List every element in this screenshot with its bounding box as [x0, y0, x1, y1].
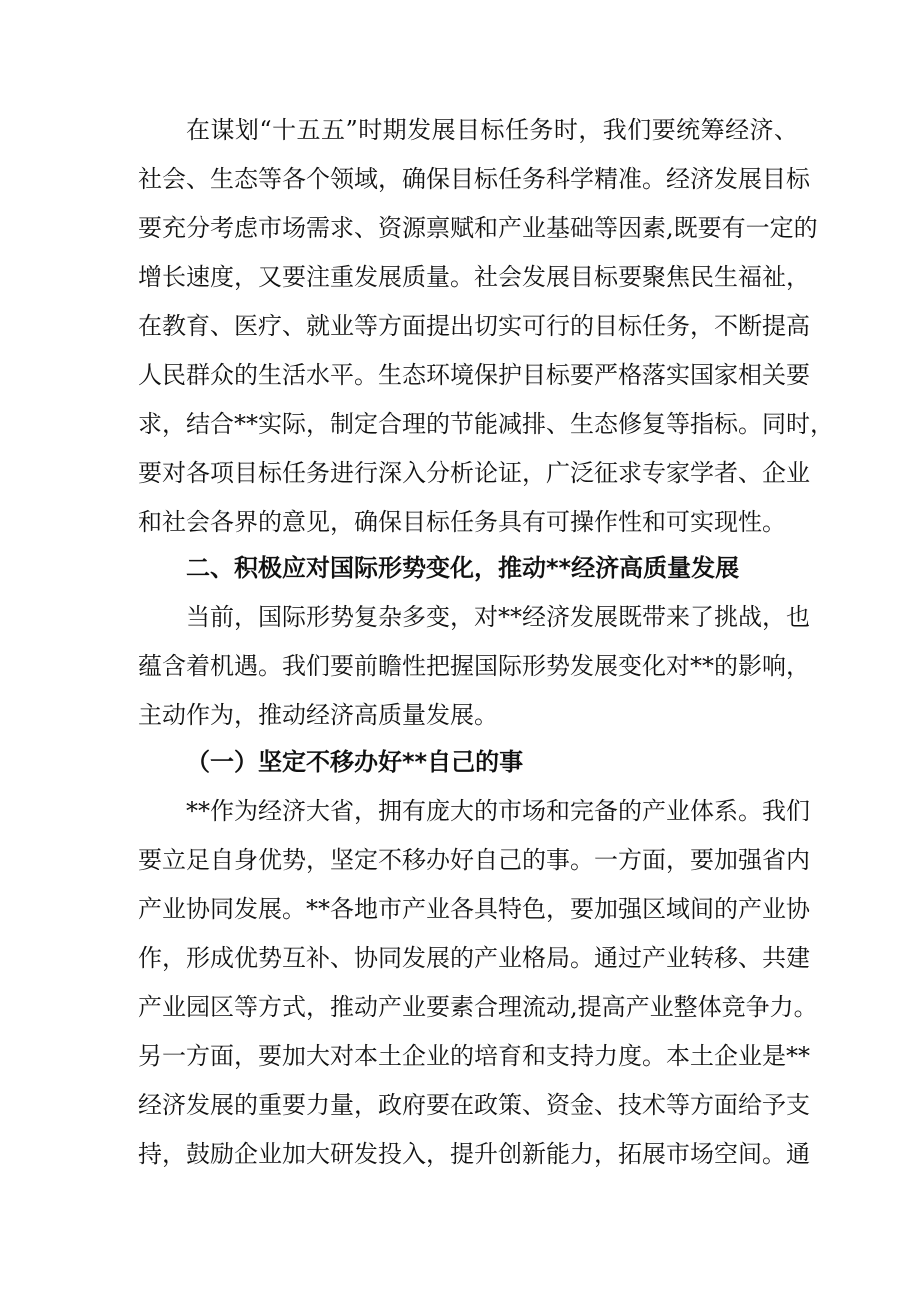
body-text-line: 产业园区等方式，推动产业要素合理流动,提高产业整体竞争力。 [138, 993, 818, 1021]
body-text-line: 人民群众的生活水平。生态环境保护目标要严格落实国家相关要 [138, 361, 810, 389]
body-text-line: 社会、生态等各个领域，确保目标任务科学精准。经济发展目标 [138, 165, 810, 193]
body-text-line: 作，形成优势互补、协同发展的产业格局。通过产业转移、共建 [138, 944, 810, 972]
body-text-line: 经济发展的重要力量，政府要在政策、资金、技术等方面给予支 [138, 1091, 810, 1119]
body-text-line: 增长速度，又要注重发展质量。社会发展目标要聚焦民生福祉， [138, 263, 810, 291]
body-text-line: 产业协同发展。**各地市产业各具特色，要加强区域间的产业协 [138, 895, 810, 923]
body-text-line: 求，结合**实际，制定合理的节能减排、生态修复等指标。同时， [138, 410, 834, 438]
section-heading: 二、积极应对国际形势变化，推动**经济高质量发展 [186, 554, 740, 582]
body-text-line: 要对各项目标任务进行深入分析论证，广泛征求专家学者、企业 [138, 459, 810, 487]
body-text-line: 在教育、医疗、就业等方面提出切实可行的目标任务，不断提高 [138, 312, 810, 340]
subsection-heading: （一）坚定不移办好**自己的事 [186, 748, 524, 776]
body-text-line: 另一方面，要加大对本土企业的培育和支持力度。本土企业是** [138, 1042, 810, 1070]
body-text-line: 蕴含着机遇。我们要前瞻性把握国际形势发展变化对**的影响， [138, 652, 810, 680]
body-text-line: 要立足自身优势，坚定不移办好自己的事。一方面，要加强省内 [138, 846, 810, 874]
body-text-line: 在谋划“十五五”时期发展目标任务时，我们要统筹经济、 [186, 116, 798, 144]
body-text-line: 持，鼓励企业加大研发投入，提升创新能力，拓展市场空间。通 [138, 1140, 810, 1168]
body-text-line: 当前，国际形势复杂多变，对**经济发展既带来了挑战，也 [186, 603, 810, 631]
body-text-line: **作为经济大省，拥有庞大的市场和完备的产业体系。我们 [186, 797, 810, 825]
body-text-line: 主动作为，推动经济高质量发展。 [138, 701, 498, 729]
body-text-line: 和社会各界的意见，确保目标任务具有可操作性和可实现性。 [138, 508, 786, 536]
body-text-line: 要充分考虑市场需求、资源禀赋和产业基础等因素,既要有一定的 [138, 214, 818, 242]
